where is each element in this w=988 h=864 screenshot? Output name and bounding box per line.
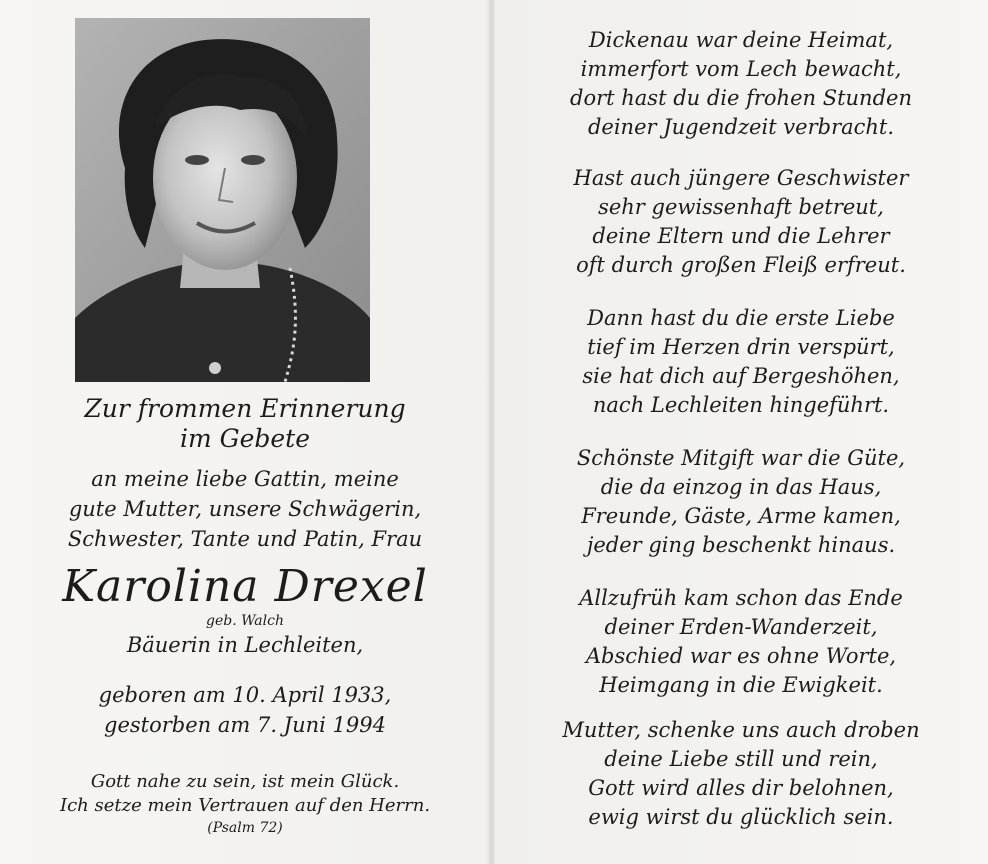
stanza-line: deiner Erden-Wanderzeit,: [604, 615, 878, 639]
quote-line-1: Gott nahe zu sein, ist mein Glück.: [90, 771, 400, 792]
portrait-photo: [75, 18, 370, 382]
deceased-name: Karolina Drexel: [62, 561, 428, 612]
intro-line-2: gute Mutter, unsere Schwägerin,: [68, 497, 422, 521]
intro-line-1: an meine liebe Gattin, meine: [91, 467, 399, 491]
stanza-line: jeder ging beschenkt hinaus.: [586, 533, 896, 557]
heading-line-1: Zur frommen Erinnerung: [84, 394, 406, 423]
stanza-line: Freunde, Gäste, Arme kamen,: [581, 504, 901, 528]
stanza-line: deine Eltern und die Lehrer: [592, 224, 890, 248]
heading-line-2: im Gebete: [179, 424, 311, 453]
intro-line-3: Schwester, Tante und Patin, Frau: [67, 527, 423, 551]
name-block: [0, 562, 490, 660]
stanza-line: Dann hast du die erste Liebe: [587, 306, 895, 330]
stanza-line: Abschied war es ohne Worte,: [585, 644, 897, 668]
stanza-line: ewig wirst du glücklich sein.: [588, 805, 894, 829]
stanza-line: sehr gewissenhaft betreut,: [598, 195, 884, 219]
stanza-line: tief im Herzen drin verspürt,: [587, 335, 895, 359]
left-panel: [0, 0, 490, 864]
stanza-line: dort hast du die frohen Stunden: [570, 86, 912, 110]
intro-block: [0, 464, 490, 554]
stanza-5: [494, 584, 988, 700]
stanza-line: nach Lechleiten hingeführt.: [592, 393, 890, 417]
quote-block: [0, 770, 490, 838]
stanza-6: [494, 716, 988, 832]
stanza-line: sie hat dich auf Bergeshöhen,: [582, 364, 900, 388]
stanza-line: Mutter, schenke uns auch droben: [562, 718, 920, 742]
stanza-line: Hast auch jüngere Geschwister: [573, 166, 909, 190]
quote-line-2: Ich setze mein Vertrauen auf den Herrn.: [59, 795, 431, 816]
stanza-line: Dickenau war deine Heimat,: [588, 28, 894, 52]
maiden-name: geb. Walch: [206, 613, 284, 629]
stanza-line: Gott wird alles dir belohnen,: [588, 776, 894, 800]
stanza-line: deine Liebe still und rein,: [604, 747, 878, 771]
stanza-line: oft durch großen Fleiß erfreut.: [576, 253, 906, 277]
stanza-2: [494, 164, 988, 280]
stanza-line: Allzufrüh kam schon das Ende: [579, 586, 903, 610]
stanza-line: immerfort vom Lech bewacht,: [580, 57, 902, 81]
stanza-line: Schönste Mitgift war die Güte,: [576, 446, 906, 470]
stanza-3: [494, 304, 988, 420]
stanza-line: deiner Jugendzeit verbracht.: [587, 115, 895, 139]
stanza-line: Heimgang in die Ewigkeit.: [599, 673, 883, 697]
portrait-illustration: [75, 18, 370, 382]
stanza-line: die da einzog in das Haus,: [600, 475, 882, 499]
stanza-1: [494, 26, 988, 142]
death-date: gestorben am 7. Juni 1994: [104, 713, 386, 737]
occupation: Bäuerin in Lechleiten,: [126, 633, 364, 657]
heading-block: [0, 394, 490, 454]
quote-reference: (Psalm 72): [207, 820, 283, 836]
birth-date: geboren am 10. April 1933,: [98, 683, 392, 707]
dates-block: [0, 680, 490, 740]
stanza-4: [494, 444, 988, 560]
right-panel: [494, 0, 988, 864]
